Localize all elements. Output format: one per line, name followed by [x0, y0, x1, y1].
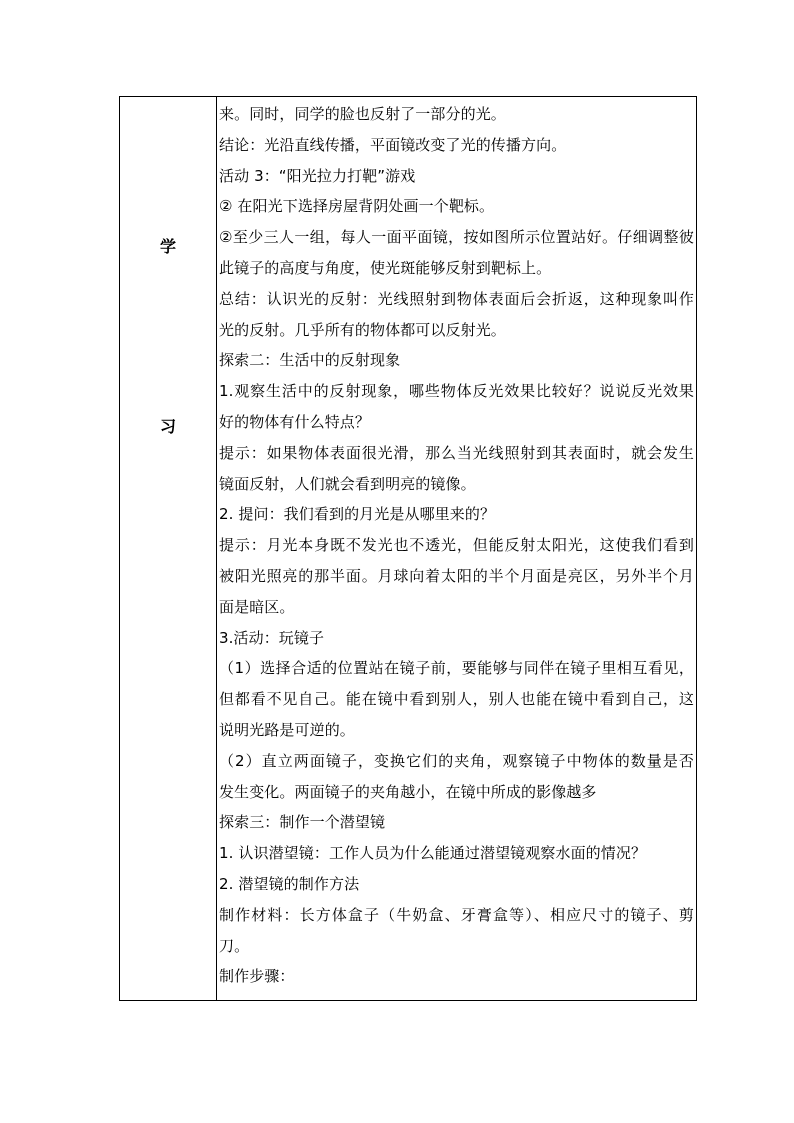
- content-line: 3.活动：玩镜子: [219, 628, 325, 647]
- content-line: 发生变化。两面镜子的夹角越小，在镜中所成的影像越多: [219, 782, 597, 801]
- side-label-char-bottom: 习: [159, 417, 176, 436]
- content-line: 1.观察生活中的反射现象，哪些物体反光效果比较好？说说反光效果: [219, 382, 694, 401]
- lesson-table: [119, 96, 697, 1001]
- content-line: 制作步骤：: [219, 967, 295, 986]
- content-line: 此镜子的高度与角度，使光斑能够反射到靶标上。: [219, 258, 552, 277]
- content-line: 探索二：生活中的反射现象: [219, 351, 401, 370]
- content-line: 2. 潜望镜的制作方法: [219, 874, 360, 893]
- content-line: 镜面反射，人们就会看到明亮的镜像。: [219, 474, 476, 493]
- side-label-char-top: 学: [159, 237, 176, 256]
- content-line: 探索三：制作一个潜望镜: [219, 813, 386, 832]
- content-line: ② 在阳光下选择房屋背阴处画一个靶标。: [219, 197, 495, 216]
- content-line: ②至少三人一组，每人一面平面镜，按如图所示位置站好。仔细调整彼: [219, 228, 694, 247]
- side-label-cell: [120, 97, 217, 1000]
- content-line: 结论：光沿直线传播，平面镜改变了光的传播方向。: [219, 135, 567, 154]
- content-line: 好的物体有什么特点？: [219, 412, 371, 431]
- content-line: 面是暗区。: [219, 597, 295, 616]
- content-line: （2）直立两面镜子，变换它们的夹角，观察镜子中物体的数量是否: [219, 751, 694, 770]
- content-line: 被阳光照亮的那半面。月球向着太阳的半个月面是亮区，另外半个月: [219, 566, 694, 585]
- content-line: 总结：认识光的反射：光线照射到物体表面后会折返，这种现象叫作: [219, 289, 694, 308]
- content-line: 来。同时，同学的脸也反射了一部分的光。: [219, 105, 506, 123]
- content-line: 说明光路是可逆的。: [219, 720, 355, 739]
- content-line: 但都看不见自己。能在镜中看到别人，别人也能在镜中看到自己，这: [219, 690, 694, 709]
- content-line: 活动 3：“阳光拉力打靶”游戏: [219, 166, 416, 185]
- content-cell: [217, 97, 696, 1000]
- content-line: 1. 认识潜望镜：工作人员为什么能通过潜望镜观察水面的情况？: [219, 844, 647, 863]
- content-line: 提示：月光本身既不发光也不透光，但能反射太阳光，这使我们看到: [219, 536, 694, 555]
- content-line: 刀。: [219, 936, 250, 955]
- content-line: 光的反射。几乎所有的物体都可以反射光。: [219, 320, 506, 339]
- content-line: （1）选择合适的位置站在镜子前，要能够与同伴在镜子里相互看见，: [219, 659, 694, 678]
- content-line: 提示：如果物体表面很光滑，那么当光线照射到其表面时，就会发生: [219, 443, 694, 462]
- content-line: 2. 提问：我们看到的月光是从哪里来的？: [219, 505, 496, 524]
- content-line: 制作材料：长方体盒子（牛奶盒、牙膏盒等）、相应尺寸的镜子、剪: [219, 905, 694, 924]
